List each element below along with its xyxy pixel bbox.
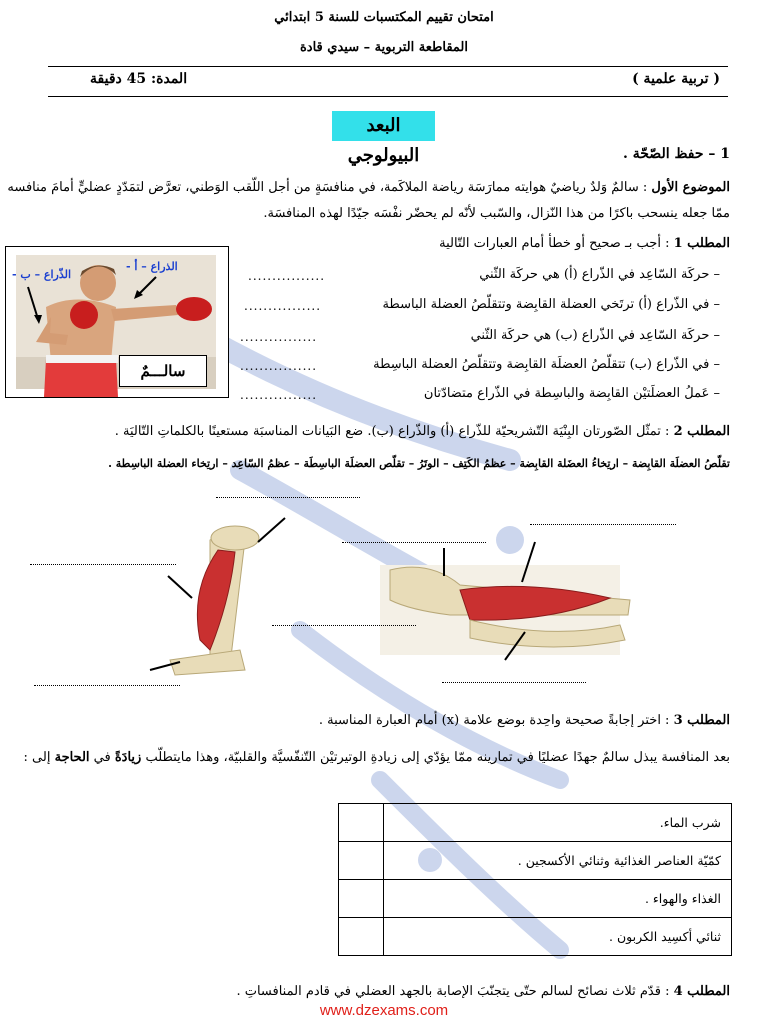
exam-district: المقاطعة التربوية – سيدي قادة	[300, 40, 468, 55]
task1-item-5: – عَملُ العضلَتيْن القابِضة والباسِطة في الذّراع متضادّتان	[423, 386, 720, 401]
task1-item-3: – حركَة السّاعِد في الذّراع (ب) هي حركَة الثّني	[470, 328, 720, 343]
table-row	[339, 804, 732, 842]
arm-diagrams	[30, 490, 690, 690]
topic-line1	[7, 179, 730, 196]
option-3: الغذاء والهواء .	[384, 880, 732, 918]
table-row	[339, 880, 732, 918]
task4-heading	[36, 983, 730, 1000]
footer-website-link[interactable]: www.dzexams.com	[319, 1002, 449, 1019]
label-line-5[interactable]	[272, 625, 416, 626]
task4-instruction: : قدّم ثلاث نصائح لسالم حتّى يتجنّبَ الإصابة بالجهد العضلي في قادم المنافساتِ .	[236, 984, 670, 999]
task2-instruction: : تمثّل الصّورتان البِنْيَة التّشريحيّة للذّراع (أ) والذّراع (ب). ضع البَيانات المناسبَة مستعينًا بالكلماتِ التّاليَة .	[114, 424, 670, 439]
task1-answer-3[interactable]: ................	[240, 330, 318, 344]
task3-paragraph: بعد المنافسة يبذل سالمٌ جهدًا عضليًا في تمارينه ممّا يؤدّي إلى زيادةِ الوتيرتيْن التّنفّسيَّة والقلبيّة، وهذا مايتطلّب زيادَةً في الحاجة إلى :	[23, 750, 730, 765]
label-line-4[interactable]	[30, 564, 176, 565]
header-divider-bottom	[48, 96, 728, 97]
task1-label: المطلب 1	[673, 236, 730, 251]
label-line-1[interactable]	[216, 497, 360, 498]
option-4-checkbox[interactable]	[339, 918, 384, 956]
table-row	[339, 918, 732, 956]
task2-heading	[36, 423, 730, 440]
task2-word-bank: تقلّصُ العضلَة القابِضة – ارتِخاءُ العضَلة القابِضة – عظمُ الكَتِف – الوتَرُ – تقلّص العضلَة الباسِطَة – عظمُ السّاعِد – ارتِخاء العضلة الباسِطة .	[108, 457, 730, 470]
exam-title: امتحان تقييم المكتسبات للسنة 5 ابتدائي	[274, 10, 494, 25]
subject-label: ( تربية علمية )	[632, 71, 720, 87]
task3-heading	[36, 712, 730, 729]
task3-instruction: : اختر إجابةً صحيحة واحِدة بوضع علامة (x) أمام العبارة المناسبة .	[318, 713, 670, 728]
boxer-name-box: سالـــمٌ	[119, 355, 207, 387]
option-2: كمّيّة العناصر الغذائية وثنائي الأكسجين .	[384, 842, 732, 880]
task1-item-1: – حركَة السّاعِد في الذّراع (أ) هي حركَة الثّني	[479, 267, 720, 282]
task1-item-4: – في الذّراع (ب) تتقلّصُ العضلَة القابِضة وتتقلّصُ العضلة الباسِطة	[373, 357, 720, 372]
topic-text-2: ممّا جعله ينسحب باكرًا من هذا النّزال، والسّبب لأنّه لم يحضّر نفْسَه جيّدًا لهذه المنافسَة.	[263, 206, 730, 221]
task1-answer-1[interactable]: ................	[248, 269, 326, 283]
boxer-label-b: الذّراع – ب -	[12, 268, 72, 281]
label-line-3[interactable]	[342, 542, 486, 543]
part1-title: 1 – حفظ الصّحّة .	[623, 146, 730, 162]
boxer-label-a: الذراع – أ -	[126, 260, 178, 273]
task3-options-table	[338, 803, 732, 956]
option-1: شرب الماء.	[384, 804, 732, 842]
task1-instruction: : أجب بـ صحيح أو خطأ أمام العبارات التّالية	[439, 236, 670, 251]
task1-answer-5[interactable]: ................	[240, 388, 318, 402]
task1-item-2: – في الذّراع (أ) ترتَخي العضلة القابِضة وتتقلّصُ العضلة الباسطة	[382, 297, 720, 312]
option-3-checkbox[interactable]	[339, 880, 384, 918]
label-line-2[interactable]	[530, 524, 676, 525]
boxer-figure	[5, 246, 229, 398]
label-line-6[interactable]	[34, 685, 180, 686]
task4-label: المطلب 4	[673, 984, 730, 999]
label-line-7[interactable]	[442, 682, 586, 683]
header-divider-top	[48, 66, 728, 67]
task3-label: المطلب 3	[673, 713, 730, 728]
option-2-checkbox[interactable]	[339, 842, 384, 880]
task1-answer-4[interactable]: ................	[240, 359, 318, 373]
section-title: البعد البيولوجي	[332, 111, 435, 141]
topic-label: الموضوع الأول	[651, 180, 730, 195]
option-1-checkbox[interactable]	[339, 804, 384, 842]
task1-answer-2[interactable]: ................	[244, 299, 322, 313]
topic-line2	[36, 205, 730, 222]
task3-emphasis-need: الحاجة	[54, 750, 90, 765]
option-4: ثنائي أكسِيد الكربون .	[384, 918, 732, 956]
task3-emphasis-increase: زيادَةً	[114, 750, 142, 765]
task2-label: المطلب 2	[673, 424, 730, 439]
topic-text-1: : سالمٌ وَلدٌ رياضيٌ هوايته ممارَسَة رياضة الملاكَمة، في منافسَةٍ من أجل اللّقب الوَطني، تعرَّض لتمَدّدٍ عضليٍّ أمامَ منافسه	[7, 180, 648, 195]
table-row	[339, 842, 732, 880]
duration-label: المدة: 45 دقيقة	[90, 71, 188, 87]
